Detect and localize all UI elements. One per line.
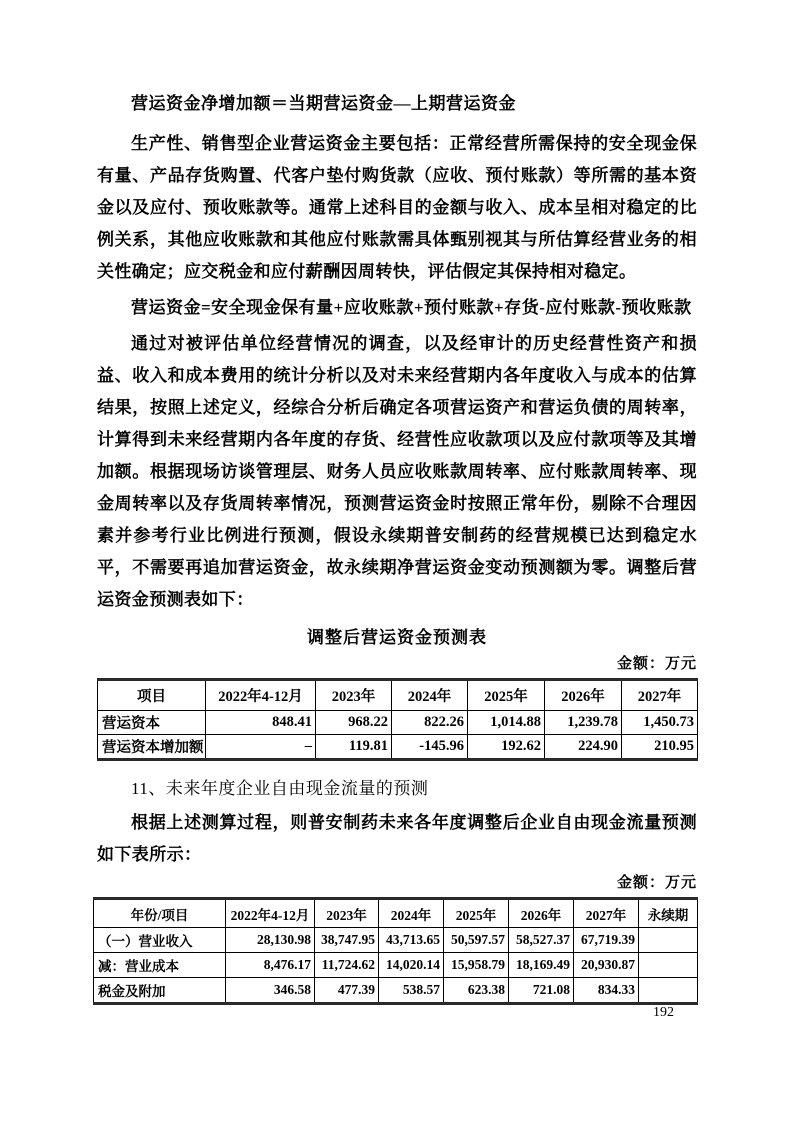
column-header: 2022年4-12月	[226, 899, 315, 928]
column-header: 2024年	[379, 899, 444, 928]
column-header: 2025年	[468, 680, 545, 711]
section-heading-11: 11、未来年度企业自由现金流量的预测	[131, 779, 429, 798]
value-cell: 192.62	[468, 735, 545, 760]
value-cell: 1,450.73	[622, 711, 698, 735]
column-header: 2027年	[574, 899, 639, 928]
value-cell: -145.96	[392, 735, 468, 760]
value-cell: 43,713.65	[379, 928, 444, 953]
row-label-cell: 减：营业成本	[94, 953, 226, 978]
value-cell: 968.22	[316, 711, 392, 735]
value-cell: 477.39	[315, 978, 379, 1004]
value-cell: –	[206, 735, 316, 760]
value-cell: 15,958.79	[444, 953, 509, 978]
row-label-cell: （一）营业收入	[94, 928, 226, 953]
table1-header-row	[98, 680, 698, 711]
table-row	[98, 711, 698, 735]
column-header: 永续期	[639, 899, 698, 928]
value-cell: 20,930.87	[574, 953, 639, 978]
value-cell: 1,014.88	[468, 711, 545, 735]
value-cell: 224.90	[545, 735, 622, 760]
value-cell: 11,724.62	[315, 953, 379, 978]
value-cell: 848.41	[206, 711, 316, 735]
table1-unit-label: 金额：万元	[616, 656, 697, 672]
value-cell: 38,747.95	[315, 928, 379, 953]
table-row	[94, 928, 698, 953]
page-content	[97, 88, 697, 1005]
value-cell: 721.08	[509, 978, 574, 1004]
column-header: 2023年	[315, 899, 379, 928]
value-cell: 58,527.37	[509, 928, 574, 953]
table-row	[98, 735, 698, 760]
column-header: 年份/项目	[94, 899, 226, 928]
value-cell	[639, 928, 698, 953]
column-header: 2027年	[622, 680, 698, 711]
value-cell	[639, 978, 698, 1004]
row-label-cell: 税金及附加	[94, 978, 226, 1004]
value-cell	[639, 953, 698, 978]
paragraph-fcf-intro: 根据上述测算过程，则普安制药未来各年度调整后企业自由现金流量预测如下表所示：	[97, 813, 697, 864]
value-cell: 18,169.49	[509, 953, 574, 978]
working-capital-forecast-table	[97, 678, 698, 761]
value-cell: 28,130.98	[226, 928, 315, 953]
table2-header-row	[94, 899, 698, 928]
value-cell: 14,020.14	[379, 953, 444, 978]
table-row	[94, 953, 698, 978]
table-row	[94, 978, 698, 1004]
formula-net-working-capital-increase: 营运资金净增加额＝当期营运资金—上期营运资金	[131, 94, 516, 113]
value-cell: 67,719.39	[574, 928, 639, 953]
value-cell: 834.33	[574, 978, 639, 1004]
paragraph-working-capital-composition: 生产性、销售型企业营运资金主要包括：正常经营所需保持的安全现金保有量、产品存货购置、代客户垫付购货款（应收、预付账款）等所需的基本资金以及应付、预收账款等。通常上述科目的金额与收入、成本呈相对稳定的比例关系，其他应收账款和其他应付账款需具体甄别视其与所估算经营业务的相关性确定；应交税金和应付薪酬因周转快，评估假定其保持相对稳定。	[97, 134, 697, 281]
column-header: 2023年	[316, 680, 392, 711]
value-cell: 346.58	[226, 978, 315, 1004]
value-cell: 1,239.78	[545, 711, 622, 735]
column-header: 2022年4-12月	[206, 680, 316, 711]
free-cash-flow-forecast-table	[93, 897, 698, 1005]
row-label-cell: 营运资本增加额	[98, 735, 206, 760]
value-cell: 8,476.17	[226, 953, 315, 978]
value-cell: 210.95	[622, 735, 698, 760]
page-number: 192	[653, 1005, 674, 1020]
value-cell: 538.57	[379, 978, 444, 1004]
column-header: 2026年	[545, 680, 622, 711]
value-cell: 50,597.57	[444, 928, 509, 953]
column-header: 2026年	[509, 899, 574, 928]
value-cell: 623.38	[444, 978, 509, 1004]
table2-unit-label: 金额：万元	[616, 875, 697, 891]
row-label-cell: 营运资本	[98, 711, 206, 735]
column-header: 2024年	[392, 680, 468, 711]
table1-caption: 调整后营运资金预测表	[307, 628, 487, 647]
value-cell: 119.81	[316, 735, 392, 760]
value-cell: 822.26	[392, 711, 468, 735]
column-header: 项目	[98, 680, 206, 711]
paragraph-forecast-method: 通过对被评估单位经营情况的调查，以及经审计的历史经营性资产和损益、收入和成本费用的统计分析以及对未来经营期内各年度收入与成本的估算结果，按照上述定义，经综合分析后确定各项营运资产和营运负债的周转率，计算得到未来经营期内各年度的存货、经营性应收款项以及应付款项等及其增加额。根据现场访谈管理层、财务人员应收账款周转率、应付账款周转率、现金周转率以及存货周转率情况，预测营运资金时按照正常年份，剔除不合理因素并参考行业比例进行预测，假设永续期普安制药的经营规模已达到稳定水平，不需要再追加营运资金，故永续期净营运资金变动预测额为零。调整后营运资金预测表如下：	[97, 334, 697, 609]
formula-working-capital: 营运资金=安全现金保有量+应收账款+预付账款+存货-应付账款-预收账款	[131, 298, 692, 317]
column-header: 2025年	[444, 899, 509, 928]
